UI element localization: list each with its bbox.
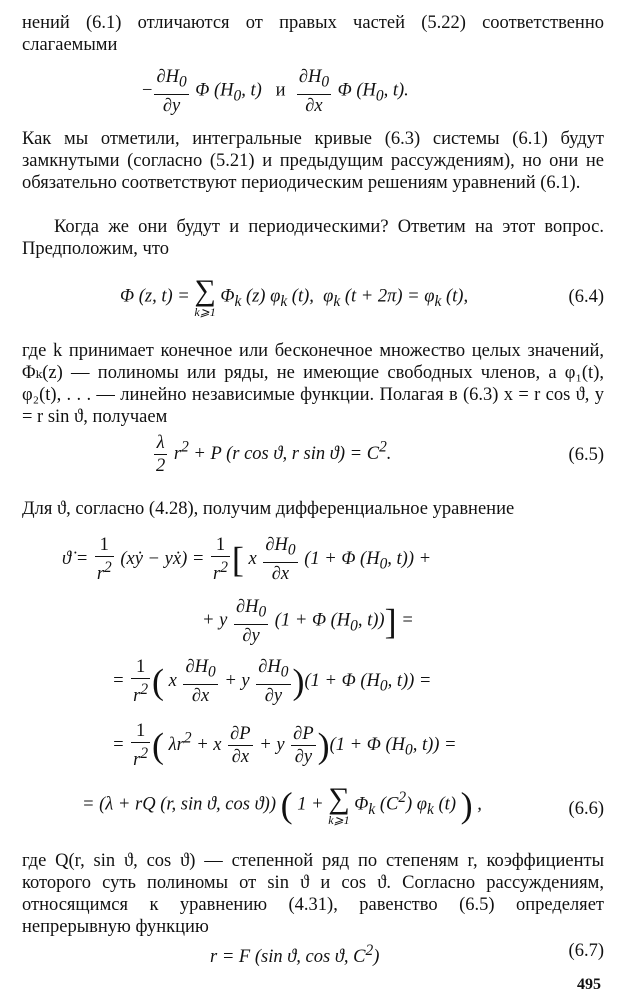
equation-6-6-line-5: = (λ + rQ (r, sin ϑ, cos ϑ)) ( 1 + ∑ k⩾1 $\Phi_k$ $(C^2)$ $\varphi_k$ (t) ) , xyxy=(82,782,482,827)
equation-number-6-5: (6.5) xyxy=(568,445,604,465)
equation-6-6-line-4: = $\frac{1}{r^2}$ ( $\lambda r^2 + x$ $\frac{\partial P}{\partial x}$ + y $\frac{\partial P}{\partial y}$ )(1 + Φ ($H_0$, t)) = xyxy=(112,721,457,771)
paragraph-1: нений (6.1) отличаются от правых частей (5.22) соответственно слагаемыми xyxy=(22,13,604,55)
equation-slagaemye: − $\frac{\partial H_0}{\partial y}$ Φ ($H_0$, t) и $\frac{\partial H_0}{\partial x}$ Φ ($H_0$, t). xyxy=(142,67,409,116)
equation-6-4: Φ (z, t) = ∑ k⩾1 $\Phi_k$ (z) $\varphi_k$ (t), $\varphi_k$ $(t + 2\pi) = \varphi_k$ (t), (6.4) xyxy=(120,274,604,319)
equation-number-6-7: (6.7) xyxy=(568,941,604,961)
equation-6-7: r = F (sin ϑ, cos ϑ, $C^2$) (6.7) xyxy=(210,941,604,968)
equation-6-5: $\frac{\lambda}{2}$ $r^2 + P$ (r cos ϑ, r $\sin ϑ) = C^2$. (6.5) xyxy=(156,433,604,476)
paragraph-4: где k принимает конечное или бесконечное множество целых значений, Φₖ(z) — полиномы или ряды, не имеющие свободных членов, а φ₁(t), φ₂(t), . . . — линейно независимые функции. Полагая в (6.3) x = r cos ϑ, y = r sin ϑ, получаем xyxy=(22,341,604,427)
paragraph-3: Когда же они будут и периодическими? Ответим на этот вопрос. Предположим, что xyxy=(22,217,604,259)
equation-number-6-6: (6.6) xyxy=(568,799,604,819)
page-number: 495 xyxy=(577,976,601,993)
equation-6-6 xyxy=(22,534,604,834)
equation-6-6-line-1: ϑ̇ = $\frac{1}{r^2}$ (xẏ − yẋ) = $\frac{1}{r^2}$ [ x $\frac{\partial H_0}{\partial x}$ (1 + Φ ($H_0$, t)) + xyxy=(62,535,432,585)
paragraph-2: Как мы отметили, интегральные кривые (6.3) системы (6.1) будут замкнутыми (согласно (5.21) и предыдущим рассуждениям), но они не обязательно соответствуют периодическим решениям уравнений (6.1). xyxy=(22,129,604,193)
paragraph-5: Для ϑ, согласно (4.28), получим дифференциальное уравнение xyxy=(22,499,515,519)
equation-6-6-line-3: = $\frac{1}{r^2}$ ( x $\frac{\partial H_0}{\partial x}$ + y $\frac{\partial H_0}{\partial y}$ )(1 + Φ ($H_0$, t)) = xyxy=(112,657,432,707)
paragraph-6: где Q(r, sin ϑ, cos ϑ) — степенной ряд по степеням r, коэффициенты которого суть полиномы от sin ϑ и cos ϑ. Согласно рассуждениям, относящимся к уравнению (4.31), равенство (6.5) определяет непрерывную функцию xyxy=(22,851,604,937)
equation-number-6-4: (6.4) xyxy=(568,287,604,307)
equation-6-6-line-2: + y $\frac{\partial H_0}{\partial y}$ (1 + Φ ($H_0$, t))] = xyxy=(202,597,414,646)
